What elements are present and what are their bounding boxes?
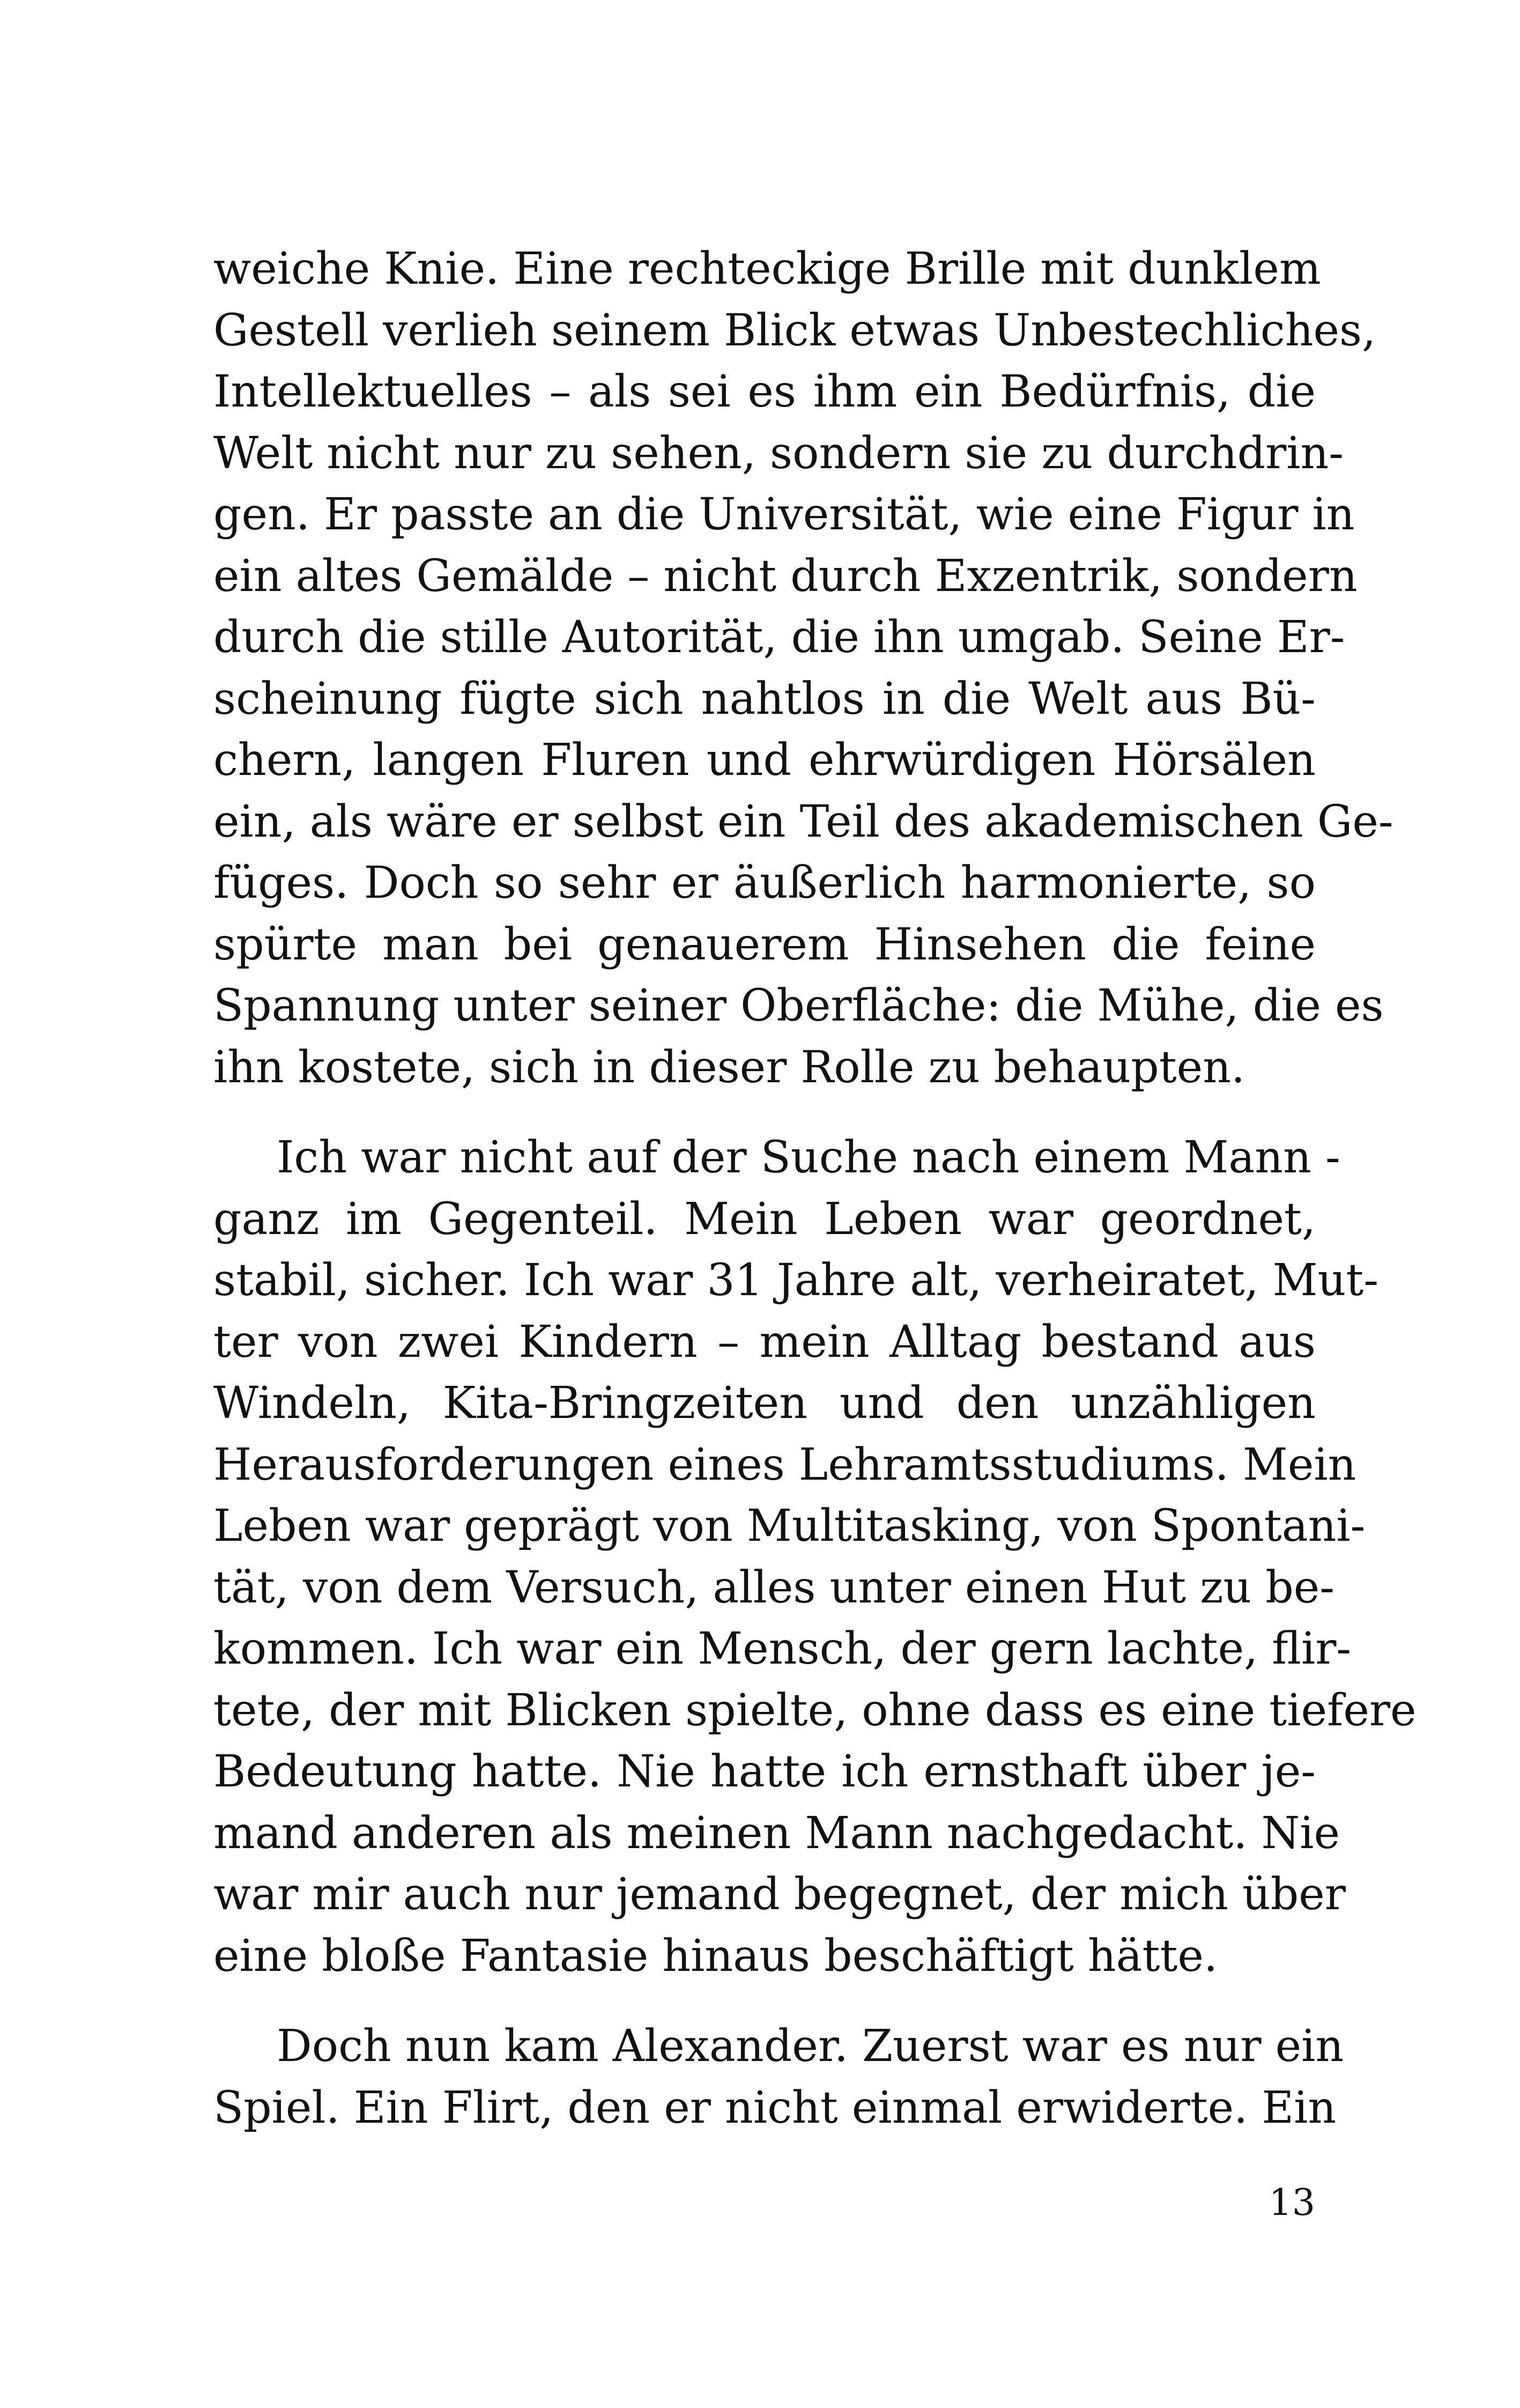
paragraph-3 (213, 2016, 1344, 2139)
text-line: ein, als wäre er selbst ein Teil des akademischen Ge- (213, 796, 1393, 847)
page-number: 13 (1269, 2182, 1315, 2224)
text-line: ganz im Gegenteil. Mein Leben war geordnet, (213, 1193, 1316, 1245)
text-line: Welt nicht nur zu sehen, sondern sie zu durchdrin- (213, 427, 1344, 479)
text-line: Leben war geprägt von Multitasking, von Spontani- (213, 1501, 1366, 1552)
text-line: ihn kostete, sich in dieser Rolle zu behaupten. (213, 1042, 1245, 1093)
text-line: spürte man bei genauerem Hinsehen die feine (213, 919, 1316, 970)
text-line: Intellektuelles – als sei es ihm ein Bedürfnis, die (213, 366, 1316, 417)
text-line: Spannung unter seiner Oberfläche: die Mühe, die es (213, 980, 1384, 1031)
text-line: Ich war nicht auf der Suche nach einem Mann - (277, 1132, 1340, 1183)
text-line: scheinung fügte sich nahtlos in die Welt aus Bü- (213, 673, 1316, 725)
paragraph-2 (213, 1127, 1417, 1987)
text-line: durch die stille Autorität, die ihn umgab. Seine Er- (213, 612, 1345, 663)
text-line: stabil, sicher. Ich war 31 Jahre alt, verheiratet, Mut- (213, 1255, 1379, 1306)
text-line: Gestell verlieh seinem Blick etwas Unbestechliches, (213, 305, 1376, 356)
text-line: ein altes Gemälde – nicht durch Exzentrik, sondern (213, 550, 1358, 602)
text-line: eine bloße Fantasie hinaus beschäftigt hätte. (213, 1930, 1218, 1982)
text-line: weiche Knie. Eine rechteckige Brille mit dunklem (213, 243, 1321, 294)
paragraph-gap (213, 1098, 1316, 1127)
text-line: ter von zwei Kindern – mein Alltag bestand aus (213, 1316, 1316, 1368)
text-line: tät, von dem Versuch, alles unter einen Hut zu be- (213, 1562, 1334, 1613)
text-line: war mir auch nur jemand begegnet, der mich über (213, 1869, 1346, 1920)
text-line: mand anderen als meinen Mann nachgedacht. Nie (213, 1807, 1340, 1859)
text-line: gen. Er passte an die Universität, wie eine Figur in (213, 489, 1355, 540)
text-line: füges. Doch so sehr er äußerlich harmonierte, so (213, 858, 1316, 908)
text-line: Spiel. Ein Flirt, den er nicht einmal erwiderte. Ein (213, 2082, 1337, 2133)
paragraph-1 (213, 239, 1393, 1098)
body-text (213, 239, 1417, 2139)
text-line: Bedeutung hatte. Nie hatte ich ernsthaft über je- (213, 1746, 1316, 1797)
text-line: Windeln, Kita-Bringzeiten und den unzähligen (213, 1378, 1316, 1429)
text-line: tete, der mit Blicken spielte, ohne dass es eine tiefere (213, 1685, 1417, 1736)
paragraph-gap (213, 1987, 1316, 2016)
text-line: kommen. Ich war ein Mensch, der gern lachte, flir- (213, 1623, 1352, 1674)
text-line: chern, langen Fluren und ehrwürdigen Hörsälen (213, 735, 1316, 786)
text-line: Herausforderungen eines Lehramtsstudiums. Mein (213, 1439, 1356, 1490)
text-line: Doch nun kam Alexander. Zuerst war es nur ein (277, 2021, 1344, 2072)
